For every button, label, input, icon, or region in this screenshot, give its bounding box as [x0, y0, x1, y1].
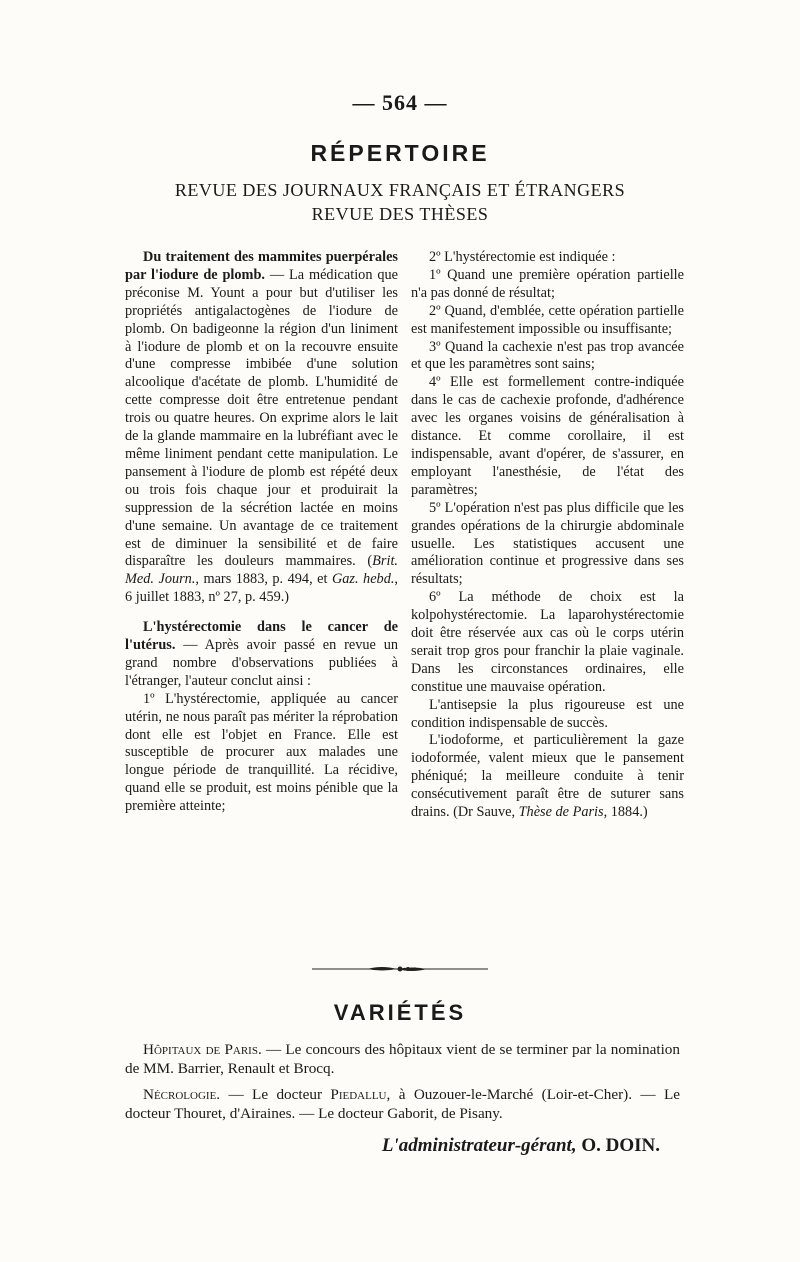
- point-2b: 2º Quand, d'emblée, cette opération partielle est manifestement impossible ou insuffisante;: [411, 302, 684, 337]
- article-mammites-body: — La médication que préconise M. Yount a pour but d'utiliser les propriétés antigalactogènes de l'iodure de plomb. On badigeonne la région d'un liniment à l'iodure de plomb et on la recouvre ensuite d'une compresse imbibée d'une solution alcoolique d'acétate de plomb. L'humidité de cette compresse doit être entretenue pendant trois ou quatre heures. On exprime alors le lait de la glande mammaire en la lubréfiant avec le même liniment pendant cette manipulation. Le pansement à l'iodure de plomb est répété deux ou trois fois chaque jour et produirait la suppression de la sécrétion lactée en moins d'une semaine. Un avantage de ce traitement est de diminuer la sensibilité et de faire disparaître les douleurs mammaires. (: [125, 266, 398, 570]
- ornamental-divider: [312, 965, 488, 973]
- article-hysterectomie-intro: — Après avoir passé en revue un grand nombre d'observations publiées à l'étranger, l'auteur conclut ainsi :: [125, 637, 398, 689]
- ref-journal-2: Gaz. hebd.: [331, 571, 395, 588]
- point-2: 2º L'hystérectomie est indiquée :: [429, 249, 616, 265]
- right-column: [411, 249, 684, 822]
- page-number: — 564 —: [352, 90, 448, 115]
- antisepsie-paragraph: L'antisepsie la plus rigoureuse est une condition indispensable de succès.: [411, 696, 684, 731]
- necrologie-name: Piedallu: [330, 1086, 387, 1103]
- signature: [370, 1135, 660, 1157]
- thesis-end: , 1884.): [603, 804, 648, 821]
- left-column: [125, 249, 398, 816]
- signature-name: O. DOIN.: [581, 1135, 660, 1156]
- section-title: RÉPERTOIRE: [310, 140, 490, 166]
- iodoforme-paragraph: [411, 732, 684, 822]
- necrologie-label: Nécrologie.: [143, 1086, 221, 1103]
- point-5: 5º L'opération n'est pas plus difficile que les grandes opérations de la chirurgie abdominale usuelle. Les statistiques accusent une amélioration continue et progressive dans ses résultats;: [411, 499, 684, 588]
- article-mammites: [125, 249, 398, 607]
- thesis-reference: Thèse de Paris: [518, 804, 604, 821]
- point-1: 1º L'hystérectomie, appliquée au cancer utérin, ne nous paraît pas mériter la réprobation dont elle est l'objet en France. Elle est susceptible de procurer aux malades une longue période de tranquillité. La récidive, quand elle se produit, est moins pénible que la première atteinte;: [125, 690, 398, 815]
- necrologie-text-2: , à Ouzouer-le-Marché (Loir-et-Cher). — Le docteur Thouret, d'Airaines. — Le docteur Gaborit, de Pisany.: [125, 1086, 680, 1122]
- article-mammites-title: Du traitement des mammites puerpérales par l'iodure de plomb.: [125, 249, 398, 283]
- signature-role: L'administrateur-gérant,: [381, 1135, 577, 1156]
- ref-mid: , mars 1883, p. 494, et: [195, 571, 332, 588]
- hopitaux-label: Hôpitaux de Paris.: [143, 1041, 262, 1058]
- article-hysterectomie: [125, 619, 398, 691]
- varietes-section: [125, 1040, 680, 1130]
- subtitle-journals: REVUE DES JOURNAUX FRANÇAIS ET ÉTRANGERS: [174, 180, 626, 200]
- ref-journal-1: Brit. Med. Journ.: [125, 553, 398, 588]
- necrologie-text-1: — Le docteur: [220, 1086, 331, 1103]
- hopitaux-text: — Le concours des hôpitaux vient de se terminer par la nomination de MM. Barrier, Renault et Brocq.: [125, 1041, 680, 1077]
- ref-end: , 6 juillet 1883, nº 27, p. 459.): [125, 571, 398, 606]
- article-hysterectomie-title: L'hystérectomie dans le cancer de l'utérus.: [125, 619, 398, 654]
- point-6: 6º La méthode de choix est la kolpohystérectomie. La laparohystérectomie doit être réservée aux cas où le corps utérin serait trop gros pour franchir la plaie vaginale. Dans les circonstances ordinaires, elle constitue une mauvaise opération.: [411, 589, 684, 695]
- subtitle-theses: REVUE DES THÈSES: [311, 204, 489, 224]
- point-4: 4º Elle est formellement contre-indiquée dans le cas de cachexie profonde, d'adhérence avec les organes voisins de généralisation à distance. Et comme corollaire, il est indispensable, avant d'opérer, de s'assurer, en employant l'anesthésie, de l'état des paramètres;: [411, 374, 684, 498]
- point-2c: 3º Quand la cachexie n'est pas trop avancée et que les paramètres sont sains;: [411, 338, 684, 373]
- iodoforme-text: L'iodoforme, et particulièrement la gaze iodoformée, valent mieux que le pansement phéniqué; la meilleure conduite à tenir consécutivement paraît être de suturer sans drains. (Dr Sauve,: [411, 732, 684, 821]
- varietes-title: VARIÉTÉS: [333, 1000, 467, 1025]
- point-2a: 1º Quand une première opération partielle n'a pas donné de résultat;: [411, 266, 684, 301]
- hopitaux-paragraph: [125, 1040, 680, 1078]
- necrologie-paragraph: [125, 1085, 680, 1123]
